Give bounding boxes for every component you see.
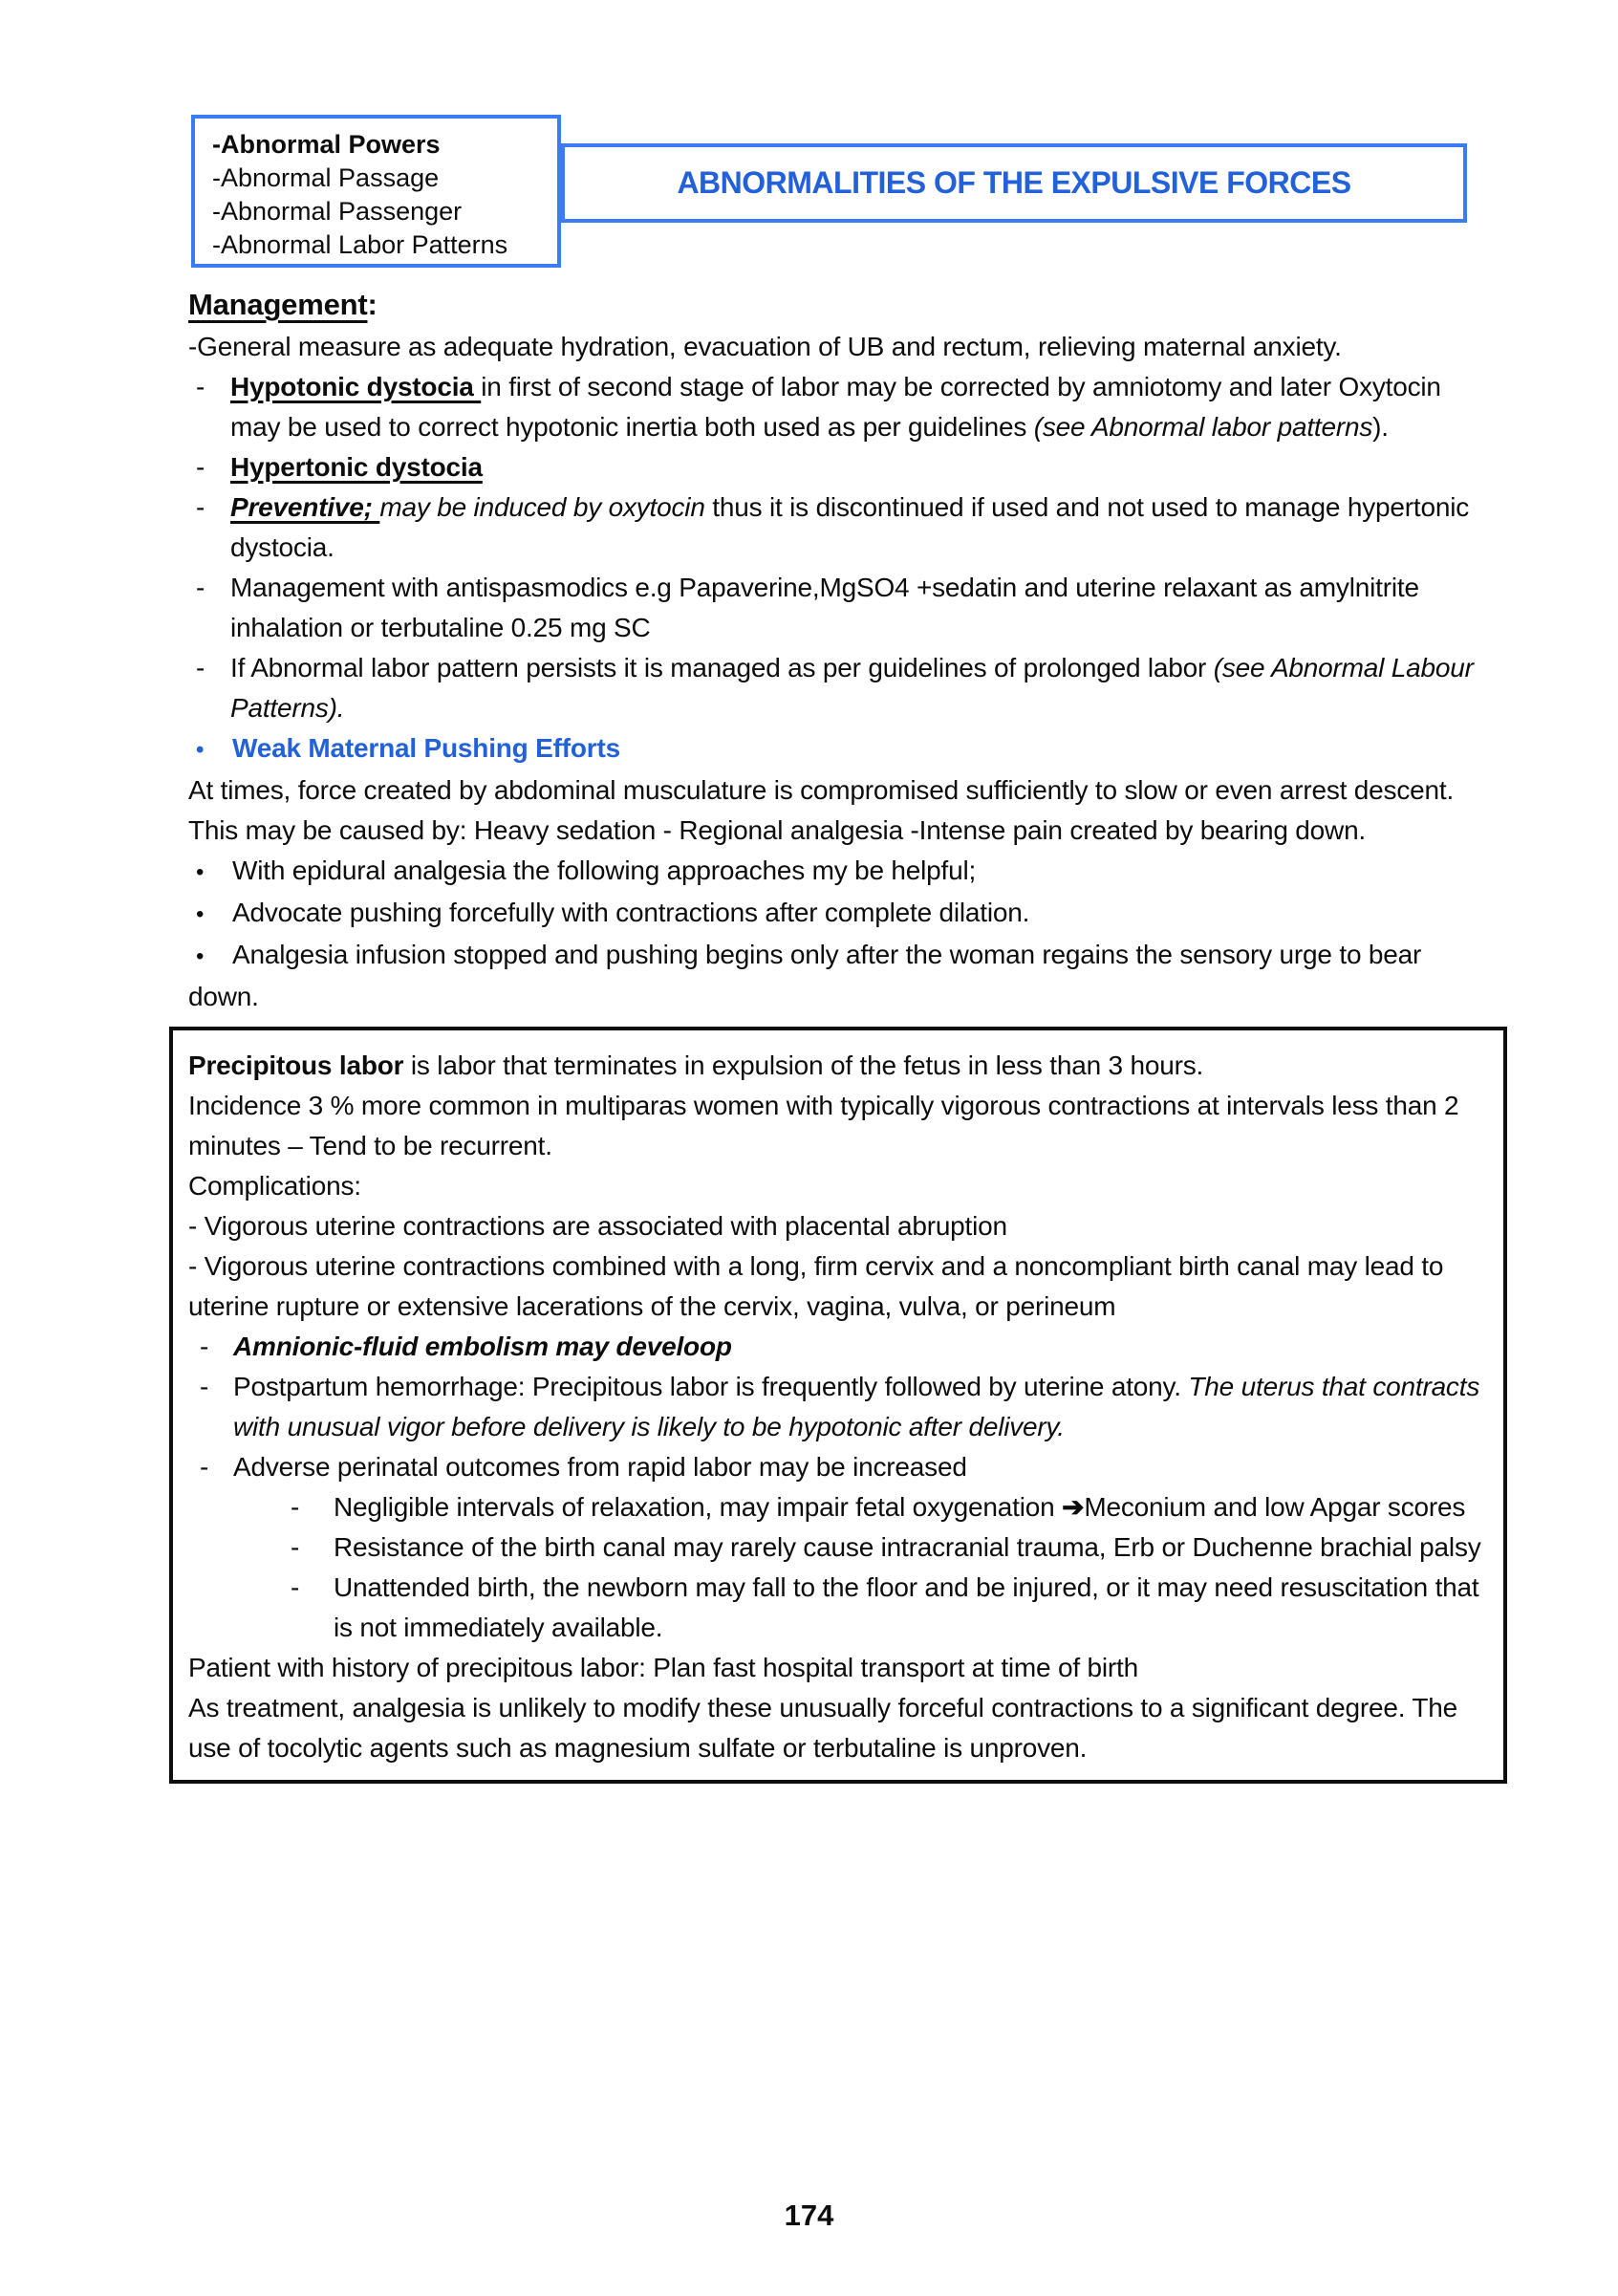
list-item-preventive [188, 487, 1488, 568]
list-item-italic: may be induced by oxytocin [379, 492, 713, 522]
list-item-italic: The uterus that contracts with unusual vigor before delivery is likely to be hypotonic after delivery. [233, 1372, 1480, 1441]
bullet-icon: • [196, 737, 205, 763]
management-heading-colon: : [367, 288, 378, 321]
list-item-hypertonic-dystocia [188, 447, 1488, 487]
complication-rupture: - Vigorous uterine contractions combined with a long, firm cervix and a noncompliant birth canal may lead to uterine rupture or extensive lacerations of the cervix, vagina, vulva, or perineum [188, 1251, 1444, 1321]
content-area [188, 283, 1488, 1784]
list-item-lead: Hypotonic dystocia [230, 372, 482, 401]
precipitous-definition [188, 1046, 1486, 1086]
list-item-antispasmodics [188, 568, 1488, 648]
precipitous-incidence: Incidence 3 % more common in multiparas women with typically vigorous contractions at intervals less than 2 minutes – Tend to be recurrent. [188, 1091, 1459, 1160]
list-item-hypotonic-dystocia [188, 367, 1488, 447]
list-item-tail: ). [1372, 412, 1389, 442]
list-item-lead: Preventive; [230, 492, 380, 522]
management-list [188, 367, 1488, 728]
complications-heading: Complications: [188, 1171, 361, 1201]
dash-marker: - [196, 653, 205, 682]
sub-item-text: Unattended birth, the newborn may fall to the floor and be injured, or it may need resuscitation that is not immediately available. [334, 1572, 1479, 1642]
dash-marker: - [200, 1372, 209, 1401]
precipitous-transport-note: Patient with history of precipitous labor: Plan fast hospital transport at time of birth [188, 1653, 1139, 1682]
weak-bullet-1 [188, 851, 1488, 893]
dash-marker: - [196, 372, 205, 401]
complications-list [188, 1327, 1486, 1648]
topic-item-abnormal-powers: -Abnormal Powers [212, 130, 441, 159]
page-number: 174 [784, 2199, 834, 2232]
list-item-text: Amnionic-fluid embolism may develoop [233, 1332, 732, 1361]
list-item-text: thus it is discontinued if used and not used to manage hypertonic dystocia. [230, 492, 1470, 562]
topics-box [191, 115, 561, 268]
dash-marker: - [200, 1452, 209, 1482]
dash-marker: - [291, 1532, 300, 1562]
weak-bullet-3-text: Analgesia infusion stopped and pushing begins only after the woman regains the sensory urge to bear down. [188, 940, 1422, 1011]
list-item-text: Postpartum hemorrhage: Precipitous labor is frequently followed by uterine atony. [233, 1372, 1189, 1401]
weak-bullet-3 [188, 935, 1488, 1017]
list-item-italic: (see Abnormal labor patterns [1033, 412, 1373, 442]
dash-marker: - [196, 573, 205, 602]
topic-item-abnormal-labor-patterns: -Abnormal Labor Patterns [212, 230, 508, 259]
list-item-adverse-outcomes [188, 1447, 1486, 1648]
dash-marker: - [200, 1332, 209, 1361]
management-intro-paragraph: -General measure as adequate hydration, evacuation of UB and rectum, relieving maternal anxiety. [188, 332, 1342, 361]
management-heading-text: Management [188, 288, 368, 321]
bullet-icon: • [196, 943, 205, 969]
list-item-lead: Hypertonic dystocia [230, 452, 483, 482]
list-item-abnormal-pattern-persists [188, 648, 1488, 728]
weak-paragraph-2: This may be caused by: Heavy sedation - Regional analgesia -Intense pain created by bearing down. [188, 815, 1367, 845]
dash-marker: - [196, 492, 205, 522]
list-item-text: Management with antispasmodics e.g Papaverine,MgSO4 +sedatin and uterine relaxant as amylnitrite inhalation or terbutaline 0.25 mg SC [230, 573, 1419, 642]
list-item-text: in first of second stage of labor may be corrected by amniotomy and later Oxytocin may be used to correct hypotonic inertia both used as per guidelines [230, 372, 1441, 442]
page-title: ABNORMALITIES OF THE EXPULSIVE FORCES [677, 165, 1351, 200]
bullet-icon: • [196, 901, 205, 927]
bullet-icon: • [196, 859, 205, 885]
precipitous-definition-text: is labor that terminates in expulsion of the fetus in less than 3 hours. [410, 1051, 1204, 1080]
weak-bullet-2-text: Advocate pushing forcefully with contractions after complete dilation. [232, 898, 1030, 927]
topic-item-abnormal-passenger: -Abnormal Passenger [212, 197, 463, 226]
list-item-text: Adverse perinatal outcomes from rapid labor may be increased [233, 1452, 967, 1482]
dash-marker: - [291, 1572, 300, 1602]
dash-marker: - [291, 1492, 300, 1522]
adverse-outcomes-sublist [291, 1487, 1486, 1648]
weak-paragraph-1: At times, force created by abdominal musculature is compromised sufficiently to slow or even arrest descent. [188, 775, 1455, 805]
title-box [561, 143, 1467, 223]
weak-bullet-2 [188, 893, 1488, 935]
sub-item-unattended-birth [291, 1568, 1486, 1648]
topic-item-abnormal-passage: -Abnormal Passage [212, 163, 440, 192]
weak-pushing-heading [188, 728, 1488, 770]
sub-item-birth-canal-resistance [291, 1527, 1486, 1568]
sub-item-text-2: Meconium and low Apgar scores [1084, 1492, 1466, 1522]
precipitous-labor-box [169, 1027, 1507, 1784]
list-item-postpartum-hemorrhage [188, 1367, 1486, 1447]
dash-marker: - [196, 452, 205, 482]
weak-bullet-1-text: With epidural analgesia the following approaches my be helpful; [232, 856, 977, 885]
sub-item-text: Negligible intervals of relaxation, may impair fetal oxygenation [334, 1492, 1063, 1522]
list-item-text: If Abnormal labor pattern persists it is managed as per guidelines of prolonged labor [230, 653, 1214, 682]
complication-abruption: - Vigorous uterine contractions are associated with placental abruption [188, 1211, 1007, 1241]
management-heading [188, 283, 1488, 327]
list-item-italic: (see Abnormal Labour Patterns). [230, 653, 1474, 723]
weak-pushing-heading-text: Weak Maternal Pushing Efforts [232, 733, 620, 763]
sub-item-text: Resistance of the birth canal may rarely cause intracranial trauma, Erb or Duchenne brachial palsy [334, 1532, 1481, 1562]
sub-item-fetal-oxygenation [291, 1487, 1486, 1527]
list-item-amnionic-embolism [188, 1327, 1486, 1367]
arrow-right-icon: ➔ [1062, 1492, 1085, 1522]
precipitous-treatment-note: As treatment, analgesia is unlikely to modify these unusually forceful contractions to a significant degree. The use of tocolytic agents such as magnesium sulfate or terbutaline is unproven. [188, 1693, 1458, 1763]
precipitous-term: Precipitous labor [188, 1051, 411, 1080]
